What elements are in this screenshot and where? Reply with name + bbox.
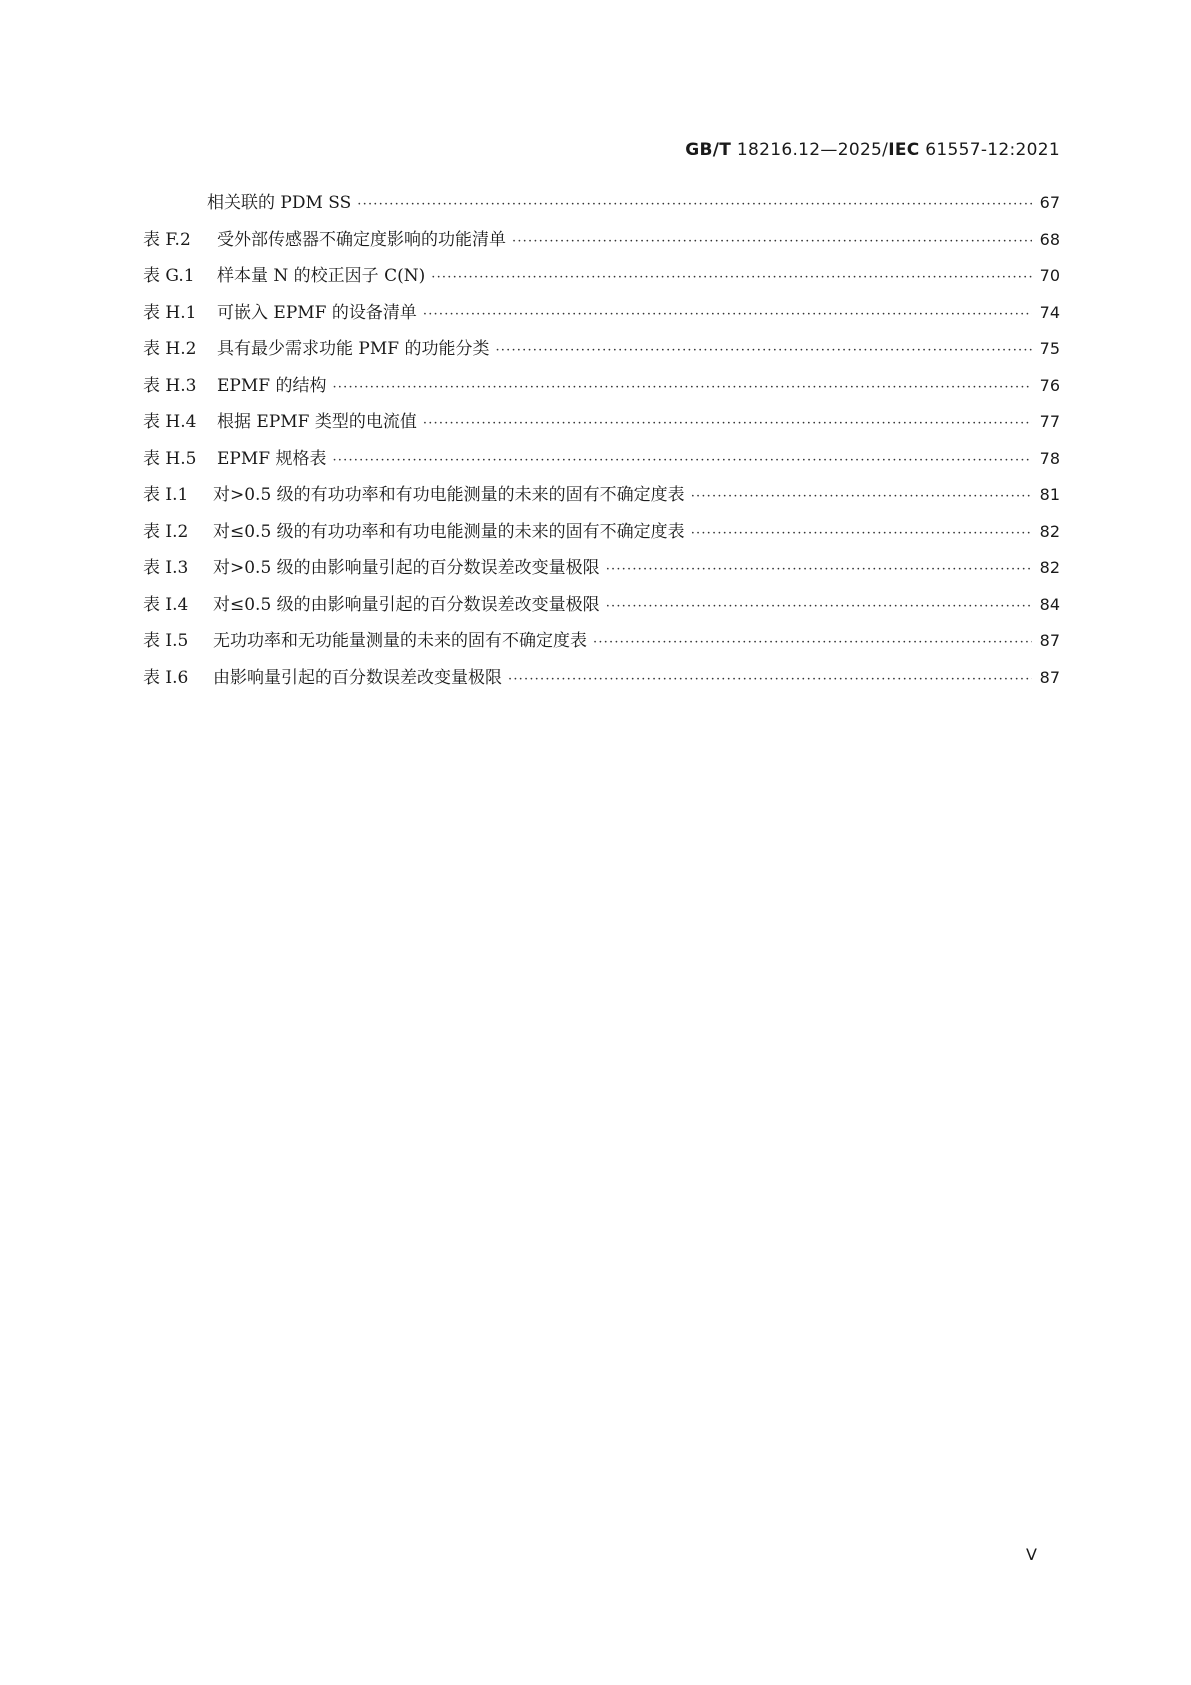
- standard-code: GB/T: [685, 140, 732, 160]
- toc-entry-page: 82: [1039, 558, 1060, 577]
- toc-entry-page: 87: [1039, 667, 1060, 687]
- toc-entry[interactable]: [143, 265, 1060, 302]
- toc-entry-label: 表 I.6: [143, 667, 189, 688]
- toc-entry[interactable]: [143, 630, 1060, 667]
- toc-entry[interactable]: [143, 229, 1060, 266]
- toc-leader-dots: [332, 450, 1031, 472]
- toc-entry-page: 87: [1039, 631, 1060, 650]
- toc-entry-title: 样本量 N 的校正因子 C(N): [217, 266, 426, 286]
- standard-number: 18216.12—2025/: [736, 140, 889, 160]
- toc-entry[interactable]: [143, 557, 1060, 594]
- toc-entry-title: EPMF 的结构: [217, 375, 327, 396]
- toc-leader-dots: [423, 413, 1032, 435]
- toc-leader-dots: [495, 340, 1031, 362]
- toc-entry-page: 77: [1039, 412, 1060, 431]
- toc-entry-title: 可嵌入 EPMF 的设备清单: [217, 302, 417, 323]
- toc-leader-dots: [606, 596, 1032, 618]
- toc-leader-dots: [606, 559, 1032, 581]
- toc-leader-dots: [593, 632, 1032, 654]
- toc-entry-label: 表 G.1: [143, 266, 195, 286]
- toc-entry-title: 对>0.5 级的有功功率和有功电能测量的未来的固有不确定度表: [213, 485, 685, 505]
- toc-entry[interactable]: [143, 484, 1060, 521]
- toc-leader-dots: [512, 231, 1032, 253]
- iec-number: 61557-12:2021: [925, 140, 1060, 160]
- toc-entry-title: 由影响量引起的百分数误差改变量极限: [213, 667, 502, 688]
- toc-entry-title: 具有最少需求功能 PMF 的功能分类: [217, 339, 490, 359]
- toc-entry[interactable]: [143, 192, 1060, 229]
- toc-leader-dots: [423, 304, 1032, 326]
- toc-entry[interactable]: [143, 521, 1060, 558]
- toc-entry-page: 67: [1039, 193, 1060, 212]
- toc-entry-page: 74: [1039, 302, 1060, 322]
- toc-entry-label: 表 F.2: [143, 229, 191, 250]
- toc-entry-label: 表 I.1: [143, 485, 189, 505]
- toc-leader-dots: [332, 377, 1031, 399]
- iec-code: IEC: [888, 140, 920, 160]
- toc-leader-dots: [691, 486, 1032, 508]
- toc-entry-label: 表 H.2: [143, 339, 197, 359]
- toc-leader-dots: [357, 194, 1031, 216]
- page-header: [685, 140, 1060, 160]
- toc-entry-page: 78: [1039, 448, 1060, 468]
- toc-entry[interactable]: [143, 338, 1060, 375]
- toc-entry[interactable]: [143, 302, 1060, 339]
- toc-entry-label: 表 H.4: [143, 412, 197, 432]
- toc-entry-label: 表 I.4: [143, 594, 189, 615]
- toc-entry-page: 75: [1039, 339, 1060, 358]
- toc-entry-title: 根据 EPMF 类型的电流值: [217, 412, 417, 432]
- toc-entry-label: 表 I.5: [143, 631, 189, 651]
- toc-entry-title: 受外部传感器不确定度影响的功能清单: [217, 229, 506, 250]
- toc-entry-title: 对>0.5 级的由影响量引起的百分数误差改变量极限: [213, 558, 600, 578]
- footer-page-number: V: [1026, 1545, 1037, 1564]
- toc-entry-label: 表 H.5: [143, 448, 197, 469]
- toc-entry-title: 无功功率和无功能量测量的未来的固有不确定度表: [213, 631, 587, 651]
- toc-leader-dots: [431, 267, 1031, 289]
- toc-entry-page: 82: [1039, 521, 1060, 541]
- toc-entry-page: 70: [1039, 266, 1060, 285]
- table-of-contents: [143, 192, 1060, 703]
- toc-entry-label: 表 I.2: [143, 521, 189, 542]
- toc-entry-page: 76: [1039, 375, 1060, 395]
- toc-entry-label: 表 H.1: [143, 302, 197, 323]
- toc-leader-dots: [508, 669, 1032, 691]
- toc-entry-page: 68: [1039, 229, 1060, 249]
- toc-entry[interactable]: [143, 448, 1060, 485]
- toc-entry-page: 81: [1039, 485, 1060, 504]
- toc-entry-page: 84: [1039, 594, 1060, 614]
- toc-entry[interactable]: [143, 594, 1060, 631]
- toc-entry-label: 表 I.3: [143, 558, 189, 578]
- toc-entry[interactable]: [143, 667, 1060, 704]
- toc-entry-title: 对≤0.5 级的由影响量引起的百分数误差改变量极限: [213, 594, 600, 615]
- toc-leader-dots: [691, 523, 1032, 545]
- toc-entry-title: 对≤0.5 级的有功功率和有功电能测量的未来的固有不确定度表: [213, 521, 685, 542]
- toc-entry-label: 表 H.3: [143, 375, 197, 396]
- toc-entry-title: EPMF 规格表: [217, 448, 327, 469]
- toc-entry[interactable]: [143, 375, 1060, 412]
- toc-entry-title: 相关联的 PDM SS: [207, 193, 352, 213]
- toc-entry[interactable]: [143, 411, 1060, 448]
